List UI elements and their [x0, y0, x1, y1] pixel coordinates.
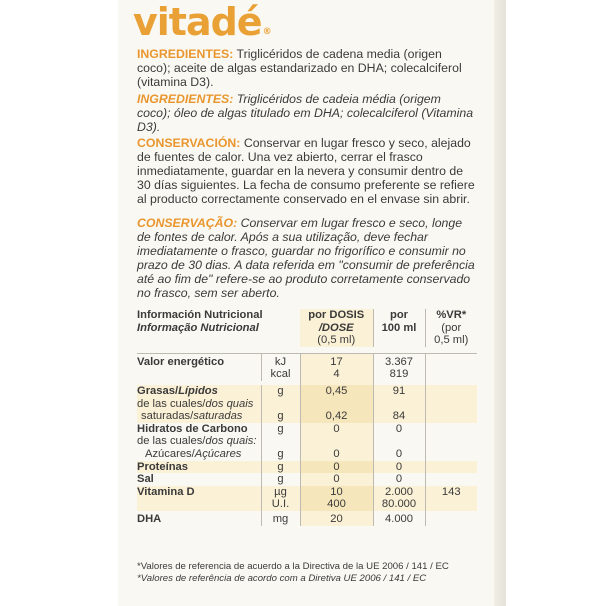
fat-unit: g	[261, 385, 300, 398]
sat-per: 84	[373, 410, 425, 423]
sugar-per: 0	[373, 448, 425, 461]
energy-label: Valor energético	[137, 353, 261, 381]
fat-label: Grasas/	[137, 384, 179, 397]
fat-dose: 0,45	[300, 385, 373, 398]
carb-dose: 0	[300, 423, 373, 436]
table-row-fat-of	[137, 398, 477, 411]
sugar-label-pt: Açúcares	[194, 447, 242, 460]
reference-note-es: *Valores de referencia de acuerdo a la Directiva de la UE 2006 / 141 / EC	[137, 561, 449, 572]
conservation-es	[137, 137, 475, 207]
vitd-unit-ug: µg	[274, 485, 287, 498]
col-dose-label: por DOSIS	[308, 309, 365, 321]
table-title-pt: Informação Nutricional	[137, 321, 259, 334]
sat-unit: g	[261, 410, 300, 423]
energy-unit-kcal: kcal	[270, 368, 291, 381]
dha-per: 4.000	[373, 511, 425, 526]
ingredients-pt-text: Triglicéridos de cadeia média (origem coco); óleo de algas titulado em DHA; colecalciferol (Vitamina D3).	[137, 92, 474, 134]
nutrition-table	[137, 309, 477, 526]
salt-dose: 0	[300, 473, 373, 486]
fat-label-pt: Lípidos	[178, 384, 218, 397]
energy-per-kcal: 819	[389, 368, 409, 381]
salt-label: Sal	[137, 473, 154, 486]
ingredients-es	[137, 48, 475, 90]
table-header-row	[137, 309, 477, 347]
conservation-pt-heading: CONSERVAÇÃO:	[137, 216, 238, 230]
ingredients-es-heading: INGREDIENTES:	[137, 47, 234, 61]
protein-per: 0	[373, 461, 425, 474]
col-dose-pt-label: /DOSE	[318, 321, 354, 334]
col-per-label: por	[389, 309, 409, 321]
carb-of-label: de las cuales/	[137, 435, 206, 448]
vitd-per-ui: 80.000	[381, 498, 417, 511]
reference-note-pt: *Valores de referência de acordo com a Diretiva UE 2006 / 141 / EC	[137, 573, 427, 584]
col-vr-por: (por	[441, 321, 462, 334]
vitd-label: Vitamina D	[137, 486, 261, 511]
col-vr-label: %VR*	[436, 309, 467, 321]
col-100ml-label: 100 ml	[381, 321, 417, 334]
registered-mark: ®	[262, 27, 271, 37]
col-dose-ml: (0,5 ml)	[317, 334, 356, 347]
vitd-dose-ug: 10	[330, 485, 343, 498]
carb-unit: g	[261, 423, 300, 436]
table-row-dha	[137, 511, 477, 526]
table-row-energy	[137, 353, 477, 381]
table-title-es: Información Nutricional	[137, 309, 263, 321]
energy-dose-kcal: 4	[333, 368, 340, 381]
carb-label: Hidratos de Carbono	[137, 422, 248, 435]
brand-name: vitadé	[133, 0, 262, 44]
table-row-fat	[137, 385, 477, 398]
conservation-es-text: Conservar en lugar fresco y seco, alejado de fuentes de calor. Una vez abierto, cerrar el frasco inmediatamente, guardar en la nevera y consumir dentro de 30 días siguientes. La fecha de consumo preferente se refiere al producto correctamente conservado en el envase sin abrir.	[137, 136, 475, 206]
carb-of-label-pt: dos quais:	[205, 435, 257, 448]
dha-unit: mg	[261, 511, 300, 526]
table-row-carbs-of	[137, 435, 477, 448]
sat-dose: 0,42	[300, 410, 373, 423]
table-row-sugars	[137, 448, 477, 461]
sat-label: saturadas/	[141, 410, 194, 423]
ingredients-es-text: Triglicéridos de cadena media (origen coco); aceite de algas estandarizado en DHA; colecalciferol (vitamina D3).	[137, 47, 462, 89]
brand-logo	[133, 2, 270, 42]
dha-dose: 20	[300, 511, 373, 526]
ingredients-pt	[137, 93, 475, 135]
salt-unit: g	[261, 473, 300, 486]
col-vr-ml: 0,5 ml)	[434, 334, 469, 347]
vitd-vr: 143	[425, 486, 477, 511]
protein-label: Proteínas	[137, 461, 261, 474]
sugar-dose: 0	[300, 448, 373, 461]
protein-unit: g	[261, 461, 300, 474]
fat-per: 91	[373, 385, 425, 398]
energy-per-kj: 3.367	[385, 355, 413, 368]
conservation-pt-text: Conservar em lugar fresco e seco, longe de fontes de calor. Após a sua utilização, deve fechar imediatamente o frasco, guardar no frigorífico e consumir no prazo de 30 dias. A data referida em "consumir de preferência até ao fim de" refere-se ao produto corretamente conservado no frasco, sem ser aberto.	[137, 216, 475, 300]
conservation-pt	[137, 217, 475, 300]
sugar-unit: g	[261, 448, 300, 461]
panel-edge	[494, 0, 506, 606]
table-row-salt	[137, 473, 477, 486]
table-row-saturated	[137, 410, 477, 423]
sugar-label: Azúcares/	[145, 447, 195, 460]
salt-per: 0	[373, 473, 425, 486]
vitd-dose-ui: 400	[327, 498, 346, 511]
table-row-vitamin-d	[137, 486, 477, 511]
protein-dose: 0	[300, 461, 373, 474]
table-row-protein	[137, 461, 477, 474]
ingredients-pt-heading: INGREDIENTES:	[137, 92, 234, 106]
vitd-per-ug: 2.000	[385, 485, 413, 498]
energy-unit-kj: kJ	[274, 355, 287, 368]
fat-of-label: de las cuales/	[137, 397, 206, 410]
sat-label-pt: saturadas	[193, 410, 243, 423]
table-row-carbs	[137, 423, 477, 436]
conservation-es-heading: CONSERVACIÓN:	[137, 136, 241, 150]
fat-of-label-pt: dos quais	[205, 397, 254, 410]
vitd-unit-ui: U.I.	[271, 498, 290, 511]
dha-label: DHA	[137, 512, 162, 525]
carb-per: 0	[373, 423, 425, 436]
energy-dose-kj: 17	[330, 355, 343, 368]
